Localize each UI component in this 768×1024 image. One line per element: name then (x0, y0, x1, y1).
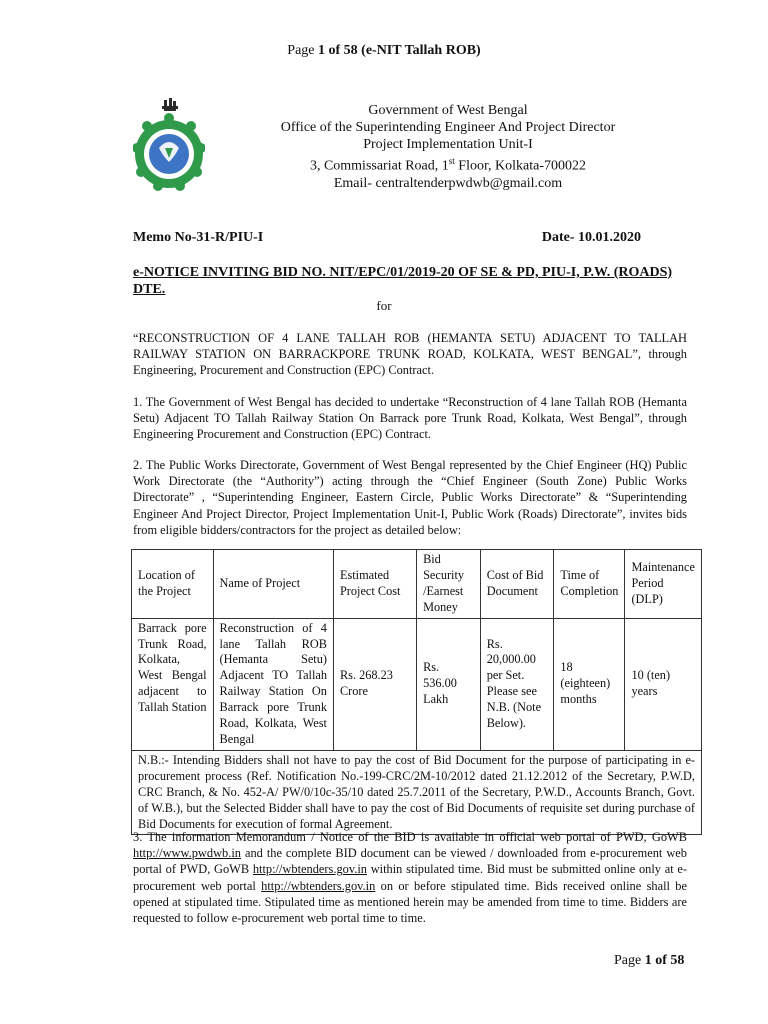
table-header-row (132, 550, 702, 619)
page-header-suffix: of 58 (e-NIT Tallah ROB) (325, 43, 481, 58)
project-description (133, 330, 687, 379)
table-header-cell: Maintenance Period (DLP) (625, 550, 702, 619)
memo-date: Date- 10.01.2020 (541, 230, 641, 245)
table-row (132, 618, 702, 750)
address-pre: 3, Commissariat Road, 1 (309, 158, 449, 174)
table-header-cell: Location of the Project (132, 550, 214, 619)
address-post: Floor, Kolkata-700022 (454, 158, 587, 174)
table-header-cell: Time of Completion (554, 550, 625, 619)
page-footer-number: 1 (644, 953, 652, 968)
table-cell-maintenance-period: 10 (ten) years (625, 618, 702, 750)
west-bengal-emblem-logo (133, 96, 205, 192)
table-cell-project-name: Reconstruction of 4 lane Tallah ROB (Hemanta Setu) Adjacent TO Tallah Railway Station On Barrack pore Trunk Road, Kolkata, West Bengal (213, 618, 333, 750)
project-name: “RECONSTRUCTION OF 4 LANE TALLAH ROB (HEMANTA SETU) ADJACENT TO TALLAH RAILWAY STATION ON BARRACKPORE TRUNK ROAD, KOLKATA, WEST BENGAL” (133, 331, 687, 362)
paragraph-3 (133, 829, 687, 926)
table-header-cell: Name of Project (213, 550, 333, 619)
para3-text-3: within stipulated time. Bid must be submitted online only at e-procurement web portal (133, 862, 687, 893)
table-cell-bid-document-cost: Rs. 20,000.00 per Set. Please see N.B. (Note Below). (480, 618, 554, 750)
page-footer (614, 953, 684, 969)
paragraph-1: 1. The Government of West Bengal has decided to undertake “Reconstruction of 4 lane Tallah ROB (Hemanta Setu) Adjacent TO Tallah Railway Station On Barrack pore Trunk Road, Kolkata, West Bengal”, through Engineering Procurement and Construction (EPC) Contract. (133, 395, 687, 442)
office-address-block (248, 102, 648, 192)
office-unit: Project Implementation Unit-I (363, 137, 533, 152)
office-government: Government of West Bengal (368, 103, 528, 118)
table-cell-completion-time: 18 (eighteen) months (554, 618, 625, 750)
paragraph-2: 2. The Public Works Directorate, Government of West Bengal represented by the Chief Engineer (HQ) Public Work Directorate (the “Authority”) acting through the “Chief Engineer (South Zone) Public Works Directorate” , “Superintending Engineer, Eastern Circle, Public Works Directorate” & “Superintending Engineer And Project Director, Project Implementation Unit-I, Public Work (Roads) Directorate”, invites bids from eligible bidders/contractors for the project as detailed below: (133, 458, 687, 537)
page-footer-suffix: of 58 (651, 953, 685, 968)
memo-row (133, 230, 641, 246)
memo-number: Memo No-31-R/PIU-I (133, 230, 264, 245)
table-cell-location: Barrack pore Trunk Road, Kolkata, West Bengal adjacent to Tallah Station (132, 618, 214, 750)
project-suffix: , through Engineering, Procurement and Construction (EPC) Contract. (133, 347, 688, 378)
wbtenders-link[interactable]: http://wbtenders.gov.in (252, 862, 367, 877)
table-header-cell: Cost of Bid Document (480, 550, 554, 619)
bid-details-table (131, 549, 702, 835)
table-note-row (132, 750, 702, 835)
address-sup: st (448, 156, 455, 166)
pwd-website-link[interactable]: http://www.pwdwb.in (133, 846, 241, 861)
notice-for: for (376, 298, 392, 313)
office-name: Office of the Superintending Engineer And Project Director (280, 120, 616, 135)
wbtenders-link-2[interactable]: http://wbtenders.gov.in (261, 878, 376, 893)
table-note: N.B.:- Intending Bidders shall not have to pay the cost of Bid Document for the purpose of participating in e-procurement process (Ref. Notification No.-199-CRC/2M-10/2012 dated 21.12.2012 of the Secretary, P.W.D, CRC Branch, & No. 452-A/ PW/0/10c-35/10 dated 25.7.2011 of the Secretary, P.W.D., Accounts Branch, Govt. of W.B.), but the Selected Bidder shall have to pay the cost of Bid Documents of requisite set during purchase of Bid Documents for execution of formal Agreement. (132, 750, 702, 835)
page-header (0, 43, 768, 59)
table-header-cell: Estimated Project Cost (333, 550, 416, 619)
para3-text-2: and the complete BID document can be viewed / downloaded from e-procurement web portal of PWD, GoWB (133, 846, 687, 877)
office-address (248, 153, 648, 175)
page-footer-prefix: Page (614, 953, 645, 968)
ashoka-lion-icon (162, 98, 178, 111)
para3-text-4: on or before stipulated time. Bids received online shall be opened at stipulated time. Stipulated time as mentioned herein may be amended from time to time. Bidders are requested to follow e-procurement web portal time to time. (133, 878, 687, 926)
page-header-number: 1 (318, 43, 325, 58)
para3-text-1: 3. The information Memorandum / Notice of the BID is available in official web portal of PWD, GoWB (133, 830, 687, 844)
notice-title: e-NOTICE INVITING BID NO. NIT/EPC/01/2019-20 OF SE & PD, PIU-I, P.W. (ROADS) DTE. (133, 265, 673, 297)
office-email: Email- centraltenderpwdwb@gmail.com (333, 175, 563, 191)
table-header-cell: Bid Security /Earnest Money (417, 550, 481, 619)
page-header-prefix: Page (287, 43, 318, 58)
table-cell-bid-security: Rs. 536.00 Lakh (417, 618, 481, 750)
table-cell-estimated-cost: Rs. 268.23 Crore (333, 618, 416, 750)
